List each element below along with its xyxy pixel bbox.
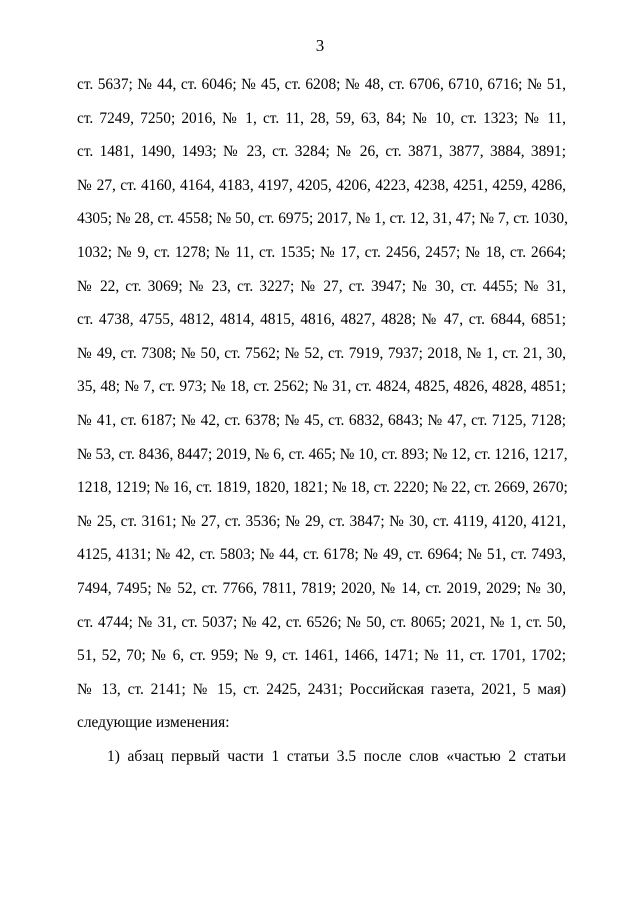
text-line: ст. 7249, 7250; 2016, № 1, ст. 11, 28, 59, 63, 84; № 10, ст. 1323; № 11, [77,109,566,127]
text-line: № 53, ст. 8436, 8447; 2019, № 6, ст. 465; № 10, ст. 893; № 12, ст. 1216, 1217, [77,445,568,463]
text-line: № 25, ст. 3161; № 27, ст. 3536; № 29, ст. 3847; № 30, ст. 4119, 4120, 4121, [77,512,566,530]
text-line: следующие изменения: [77,714,230,732]
document-body [77,74,566,779]
text-line: 4305; № 28, ст. 4558; № 50, ст. 6975; 2017, № 1, ст. 12, 31, 47; № 7, ст. 1030, [77,210,568,228]
text-line: № 27, ст. 4160, 4164, 4183, 4197, 4205, 4206, 4223, 4238, 4251, 4259, 4286, [77,176,566,194]
text-line: № 49, ст. 7308; № 50, ст. 7562; № 52, ст. 7919, 7937; 2018, № 1, ст. 21, 30, [77,344,566,362]
text-line: 1) абзац первый части 1 статьи 3.5 после слов «частью 2 статьи [107,747,566,765]
text-line: 51, 52, 70; № 6, ст. 959; № 9, ст. 1461, 1466, 1471; № 11, ст. 1701, 1702; [77,647,566,665]
text-line: 4125, 4131; № 42, ст. 5803; № 44, ст. 6178; № 49, ст. 6964; № 51, ст. 7493, [77,546,566,564]
text-line: № 22, ст. 3069; № 23, ст. 3227; № 27, ст. 3947; № 30, ст. 4455; № 31, [77,277,566,295]
page-number: 3 [315,36,325,55]
text-line: 7494, 7495; № 52, ст. 7766, 7811, 7819; 2020, № 14, ст. 2019, 2029; № 30, [77,579,566,597]
text-line: ст. 1481, 1490, 1493; № 23, ст. 3284; № 26, ст. 3871, 3877, 3884, 3891; [77,143,566,161]
text-line: ст. 5637; № 44, ст. 6046; № 45, ст. 6208; № 48, ст. 6706, 6710, 6716; № 51, [77,76,566,93]
text-line: № 41, ст. 6187; № 42, ст. 6378; № 45, ст. 6832, 6843; № 47, ст. 7125, 7128; [77,411,566,429]
text-line: 1218, 1219; № 16, ст. 1819, 1820, 1821; № 18, ст. 2220; № 22, ст. 2669, 2670; [77,479,568,497]
text-line: № 13, ст. 2141; № 15, ст. 2425, 2431; Российская газета, 2021, 5 мая) [77,680,566,698]
text-line: 35, 48; № 7, ст. 973; № 18, ст. 2562; № 31, ст. 4824, 4825, 4826, 4828, 4851; [77,378,566,396]
text-line: 1032; № 9, ст. 1278; № 11, ст. 1535; № 17, ст. 2456, 2457; № 18, ст. 2664; [77,243,566,261]
text-line: ст. 4738, 4755, 4812, 4814, 4815, 4816, 4827, 4828; № 47, ст. 6844, 6851; [77,311,566,329]
text-line: ст. 4744; № 31, ст. 5037; № 42, ст. 6526; № 50, ст. 8065; 2021, № 1, ст. 50, [77,613,566,631]
